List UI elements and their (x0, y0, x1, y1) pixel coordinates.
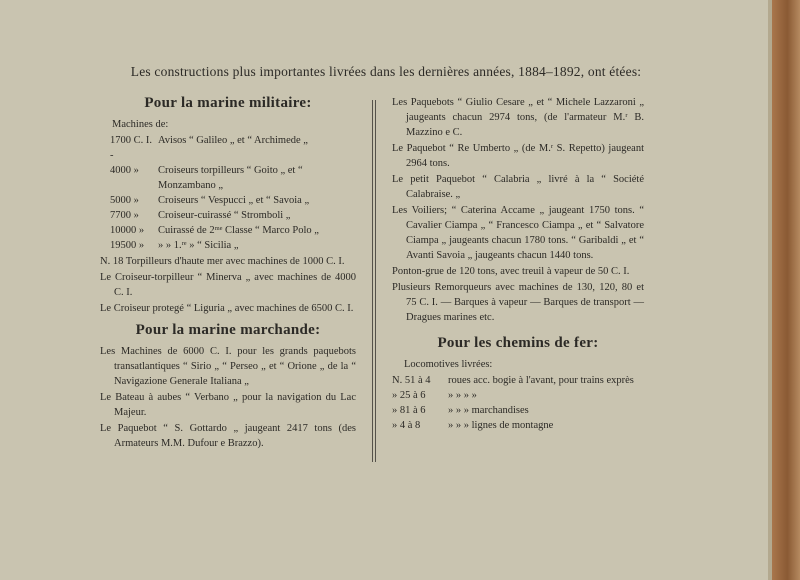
locomotives-label: Locomotives livrées: (404, 359, 493, 370)
list-item (100, 163, 356, 193)
list-item (100, 208, 356, 223)
list-item (100, 223, 356, 238)
machines-label: Machines de: (112, 119, 169, 130)
intro-text: Les constructions plus importantes livrées dans les dernières années, 1884–1892, ont étées: (130, 64, 642, 79)
list-item (392, 373, 644, 388)
paragraph: Le Paquebot “ S. Gottardo „ jaugeant 2417 tons (des Armateurs M.M. Dufour e Brazzo). (100, 423, 356, 449)
loco-desc: » » » lignes de montagne (448, 420, 554, 431)
heading-chemins-de-fer: Pour les chemins de fer: (437, 335, 599, 351)
list-item (392, 403, 644, 418)
loco-desc: » » » » (448, 390, 477, 401)
machine-desc: Avisos “ Galileo „ et “ Archimede „ (158, 135, 308, 146)
loco-count: N. 51 à 4 (392, 375, 431, 386)
column-divider (372, 100, 373, 462)
list-item (392, 418, 644, 433)
machine-power: 5000 » (110, 195, 139, 206)
list-item (100, 133, 356, 163)
loco-count: » 4 à 8 (392, 420, 421, 431)
loco-count: » 25 à 6 (392, 390, 426, 401)
paragraph: Les Voiliers; “ Caterina Accame „ jaugeant 1750 tons. “ Cavalier Ciampa „ “ Francesco Ciampa „ et “ Salvatore Ciampa „ jaugeants chacun 1780 tons. “ Garibaldi „ et “ Avanti Savoia „ jaugeants chacun 1440 tons. (392, 205, 644, 261)
loco-desc: » » » marchandises (448, 405, 529, 416)
paragraph: Le Croiseur protegé “ Liguria „ avec machines de 6500 C. I. (100, 303, 354, 314)
paragraph: Les Machines de 6000 C. I. pour les grands paquebots transatlantiques “ Sirio „ “ Perseo „ et “ Orione „ de la “ Navigazione Generale Italiana „ (100, 346, 356, 387)
heading-marine-marchande: Pour la marine marchande: (135, 322, 321, 338)
machine-power: 7700 » (110, 210, 139, 221)
loco-count: » 81 à 6 (392, 405, 426, 416)
machine-desc: Croiseurs “ Vespucci „ et “ Savoia „ (158, 195, 310, 206)
right-column (392, 94, 644, 433)
machine-desc: Croiseurs torpilleurs “ Goito „ et “ Monzambano „ (158, 165, 303, 191)
machine-power: 4000 » (110, 165, 139, 176)
machine-power: 1700 C. I. - (110, 135, 152, 161)
paragraph: N. 18 Torpilleurs d'haute mer avec machines de 1000 C. I. (100, 256, 345, 267)
machine-power: 19500 » (110, 240, 145, 251)
paragraph: Les Paquebots “ Giulio Cesare „ et “ Michele Lazzaroni „ jaugeants chacun 2974 tons, (de l'armateur M.ʳ B. Mazzino e C. (392, 97, 644, 138)
paragraph: Le petit Paquebot “ Calabria „ livré à la “ Société Calabraise. „ (392, 174, 644, 200)
list-item (100, 193, 356, 208)
list-item (392, 388, 644, 403)
column-divider-double (375, 100, 376, 462)
book-edge (772, 0, 800, 580)
heading-marine-militaire: Pour la marine militaire: (144, 95, 312, 111)
left-column (100, 94, 356, 452)
loco-desc: roues acc. bogie à l'avant, pour trains exprès (448, 375, 634, 386)
paragraph: Plusieurs Remorqueurs avec machines de 130, 120, 80 et 75 C. I. — Barques à vapeur — Barques de transport — Dragues marines etc. (392, 282, 644, 323)
paragraph: Ponton-grue de 120 tons, avec treuil à vapeur de 50 C. I. (392, 266, 630, 277)
list-item (100, 238, 356, 253)
paragraph: Le Croiseur-torpilleur “ Minerva „ avec machines de 4000 C. I. (100, 272, 356, 298)
machine-power: 10000 » (110, 225, 145, 236)
machine-desc: Croiseur-cuirassé “ Stromboli „ (158, 210, 291, 221)
paragraph: Le Paquebot “ Re Umberto „ (de M.ʳ S. Repetto) jaugeant 2964 tons. (392, 143, 644, 169)
machine-desc: Cuirassé de 2ᵐᵉ Classe “ Marco Polo „ (158, 225, 319, 236)
machine-desc: » » 1.ʳᵉ » “ Sicilia „ (158, 240, 239, 251)
paragraph: Le Bateau à aubes “ Verbano „ pour la navigation du Lac Majeur. (100, 392, 356, 418)
